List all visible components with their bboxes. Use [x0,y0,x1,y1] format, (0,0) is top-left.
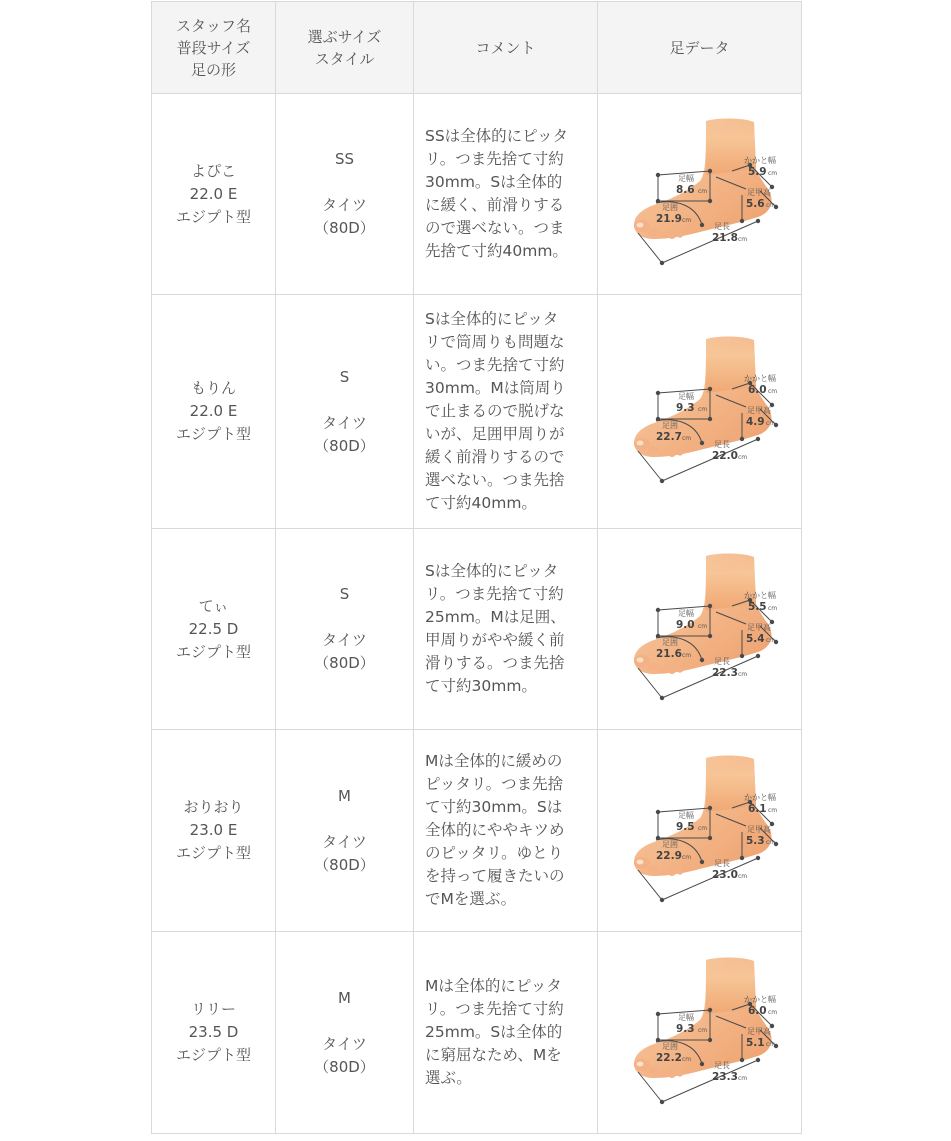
foot-length-unit: cm [737,236,747,243]
comment-line: Mは全体的に緩めの [425,752,563,770]
comment-line: を持って履きたいの [425,867,565,885]
size-cell [276,529,414,730]
foot-length-value: 22.3 [711,667,738,679]
instep-height-label: 足甲高 [746,623,771,632]
foot-girth-label: 足囲 [661,203,678,212]
comment-line: リで筒周りも問題な [425,333,565,351]
foot-shape: エジプト型 [175,207,251,226]
foot-width-value: 9.5 [675,820,695,833]
foot-length-label: 足長 [713,222,730,231]
foot-width-label: 足幅 [677,391,694,401]
usual-size: 23.5 D [188,1023,239,1041]
comment-line: いが、足囲甲周りが [425,425,565,443]
comment-line: Mは全体的にピッタ [425,977,562,995]
foot-girth-label: 足囲 [661,420,678,430]
instep-height-value: 5.1 [745,1036,765,1049]
foot-diagram [620,333,780,491]
staff-cell [152,94,276,295]
foot-length-unit: cm [737,1074,747,1082]
instep-height-unit: cm [765,637,775,644]
heel-width-value: 6.1 [747,802,767,815]
foot-width-value: 9.0 [675,619,695,631]
comment-line: Sは全体的にピッタ [425,562,559,580]
foot-width-unit: cm [697,824,707,832]
foot-data-cell [598,932,802,1134]
staff-cell [152,529,276,730]
foot-shape: エジプト型 [175,1046,251,1064]
foot-length-label: 足長 [713,657,730,666]
table-body [152,94,802,1134]
style-type: タイツ [322,1034,367,1053]
heel-width-label: かかと幅 [743,591,776,600]
foot-girth-value: 21.9 [655,213,682,225]
usual-size: 22.5 D [188,619,239,638]
foot-length-unit: cm [737,453,747,461]
instep-height-value: 5.3 [745,834,765,847]
heel-width-label: かかと幅 [743,994,776,1004]
instep-height-label: 足甲高 [746,1026,771,1036]
heel-width-unit: cm [767,806,777,814]
comment-cell [414,730,598,932]
instep-height-label: 足甲高 [746,824,771,834]
foot-girth-unit: cm [681,1055,691,1063]
foot-width-label: 足幅 [677,1012,694,1022]
style-type: タイツ [322,832,367,851]
comment-line: リ。つま先捨て寸約 [425,1000,564,1018]
style-denier: （80D） [314,654,375,672]
comment-line: リ。つま先捨て寸約 [425,585,564,603]
foot-girth-unit: cm [681,434,691,442]
instep-height-unit: cm [765,419,775,427]
instep-height-label: 足甲高 [746,188,771,197]
comment-line: 滑りする。つま先捨 [425,654,565,672]
foot-girth-unit: cm [681,853,691,861]
spacer [276,606,413,629]
foot-girth-label: 足囲 [661,638,678,647]
comment-line: 25mm。Sは全体的 [425,1023,563,1041]
foot-girth-value: 21.6 [655,648,682,660]
comment-line: て寸約30mm。Sは [425,798,563,816]
foot-girth-value: 22.9 [655,849,682,862]
style-type: タイツ [322,413,367,432]
header-comment: コメント [414,2,598,94]
instep-height-unit: cm [765,1040,775,1048]
heel-width-unit: cm [767,170,777,177]
foot-girth-unit: cm [681,217,691,224]
chosen-size: S [339,585,350,603]
foot-width-unit: cm [697,405,707,413]
foot-girth-label: 足囲 [661,839,678,849]
foot-girth-label: 足囲 [661,1041,678,1051]
comment-line: 25mm。Mは足囲、 [425,608,566,626]
style-type: タイツ [322,631,367,649]
comment-line: SSは全体的にピッタ [425,127,569,145]
foot-length-label: 足長 [713,439,730,449]
instep-height-unit: cm [765,202,775,209]
foot-icon [634,957,772,1078]
comment-line: ので選べない。つま [425,219,565,237]
instep-height-value: 4.9 [745,415,765,428]
foot-icon [634,553,772,674]
heel-width-unit: cm [767,1008,777,1016]
usual-size: 22.0 E [189,184,238,203]
comment-line: 緩く前滑りするので [425,448,565,466]
heel-width-value: 5.5 [747,601,767,613]
foot-diagram [620,550,780,708]
instep-height-label: 足甲高 [746,405,771,415]
foot-width-label: 足幅 [677,174,694,183]
size-cell [276,295,414,529]
style-denier: （80D） [314,436,375,455]
foot-girth-value: 22.7 [655,430,682,443]
usual-size: 22.0 E [189,402,238,420]
foot-width-value: 9.3 [675,1022,695,1035]
chosen-size: M [338,988,351,1007]
foot-width-value: 8.6 [675,184,695,196]
header-staff: スタッフ名 普段サイズ 足の形 [152,2,276,94]
comment-line: 甲周りがやや緩く前 [425,631,565,649]
style-denier: （80D） [314,855,375,874]
foot-length-value: 23.3 [711,1070,738,1083]
foot-width-label: 足幅 [677,609,694,618]
comment-cell [414,94,598,295]
foot-diagram [620,752,780,910]
foot-data-cell [598,94,802,295]
size-cell [276,932,414,1134]
heel-width-unit: cm [767,605,777,612]
foot-width-label: 足幅 [677,810,694,820]
staff-name: リリー [190,1000,236,1018]
foot-girth-unit: cm [681,652,691,659]
heel-width-value: 6.0 [747,383,767,396]
comment-line: て寸約40mm。 [425,494,537,512]
spacer [276,389,413,412]
comment-line: 選ぶ。 [425,1069,472,1087]
foot-width-unit: cm [697,1026,707,1034]
spacer [276,171,413,194]
size-cell [276,730,414,932]
staff-size-table [151,1,802,1134]
chosen-size: S [339,367,350,386]
heel-width-unit: cm [767,387,777,395]
staff-cell [152,295,276,529]
comment-line: に緩く、前滑りする [425,196,565,214]
comment-line: 選べない。つま先捨 [425,471,565,489]
foot-data-cell [598,295,802,529]
instep-height-value: 5.6 [745,198,765,210]
foot-diagram [620,954,780,1112]
spacer [276,808,413,831]
comment-cell [414,932,598,1134]
foot-length-label: 足長 [713,858,730,868]
header-size: 選ぶサイズ スタイル [276,2,414,94]
comment-line: い。つま先捨て寸約 [425,356,565,374]
header-foot-data: 足データ [598,2,802,94]
comment-line: に窮屈なため、Mを [425,1046,562,1064]
instep-height-unit: cm [765,838,775,846]
staff-row [152,730,802,932]
comment-cell [414,529,598,730]
foot-width-value: 9.3 [675,401,695,414]
foot-shape: エジプト型 [175,642,251,661]
comment-line: で止まるので脱げな [425,402,565,420]
foot-length-value: 23.0 [711,868,738,881]
staff-row [152,295,802,529]
heel-width-label: かかと幅 [743,156,776,165]
heel-width-label: かかと幅 [743,373,776,383]
style-type: タイツ [322,196,367,214]
size-cell [276,94,414,295]
heel-width-value: 5.9 [747,166,767,178]
staff-row [152,932,802,1134]
comment-line: 先捨て寸約40mm。 [425,242,568,260]
heel-width-value: 6.0 [747,1004,767,1017]
foot-diagram [620,115,780,273]
staff-name: てぃ [198,596,229,615]
staff-row [152,529,802,730]
instep-height-value: 5.4 [745,633,765,645]
foot-shape: エジプト型 [175,844,251,862]
foot-icon [634,755,772,876]
staff-cell [152,932,276,1134]
foot-width-unit: cm [697,623,707,630]
foot-data-cell [598,529,802,730]
chosen-size: SS [334,150,355,168]
staff-name: おりおり [183,798,244,816]
comment-line: のピッタリ。ゆとり [425,844,564,862]
spacer [276,1010,413,1033]
foot-shape: エジプト型 [175,425,251,443]
foot-length-unit: cm [737,872,747,880]
header-row [152,2,802,94]
heel-width-label: かかと幅 [743,792,776,802]
foot-length-label: 足長 [713,1060,730,1070]
staff-name: よぴこ [190,161,236,180]
style-denier: （80D） [314,219,375,237]
usual-size: 23.0 E [189,821,238,839]
foot-length-unit: cm [737,671,747,678]
comment-line: Sは全体的にピッタ [425,310,559,328]
comment-line: て寸約30mm。 [425,677,537,695]
foot-data-cell [598,730,802,932]
comment-line: リ。つま先捨て寸約 [425,150,564,168]
comment-line: 30mm。Sは全体的 [425,173,563,191]
comment-line: 全体的にややキツめ [425,821,565,839]
foot-length-value: 21.8 [711,232,738,244]
comment-cell [414,295,598,529]
staff-name: もりん [190,379,236,397]
comment-line: ピッタリ。つま先捨 [425,775,564,793]
foot-length-value: 22.0 [711,449,738,462]
style-denier: （80D） [314,1057,375,1076]
staff-cell [152,730,276,932]
foot-width-unit: cm [697,188,707,195]
staff-row [152,94,802,295]
foot-girth-value: 22.2 [655,1051,682,1064]
chosen-size: M [338,786,351,805]
comment-line: でMを選ぶ。 [425,890,517,908]
foot-icon [634,336,772,457]
foot-icon [634,118,772,239]
comment-line: 30mm。Mは筒周り [425,379,566,397]
